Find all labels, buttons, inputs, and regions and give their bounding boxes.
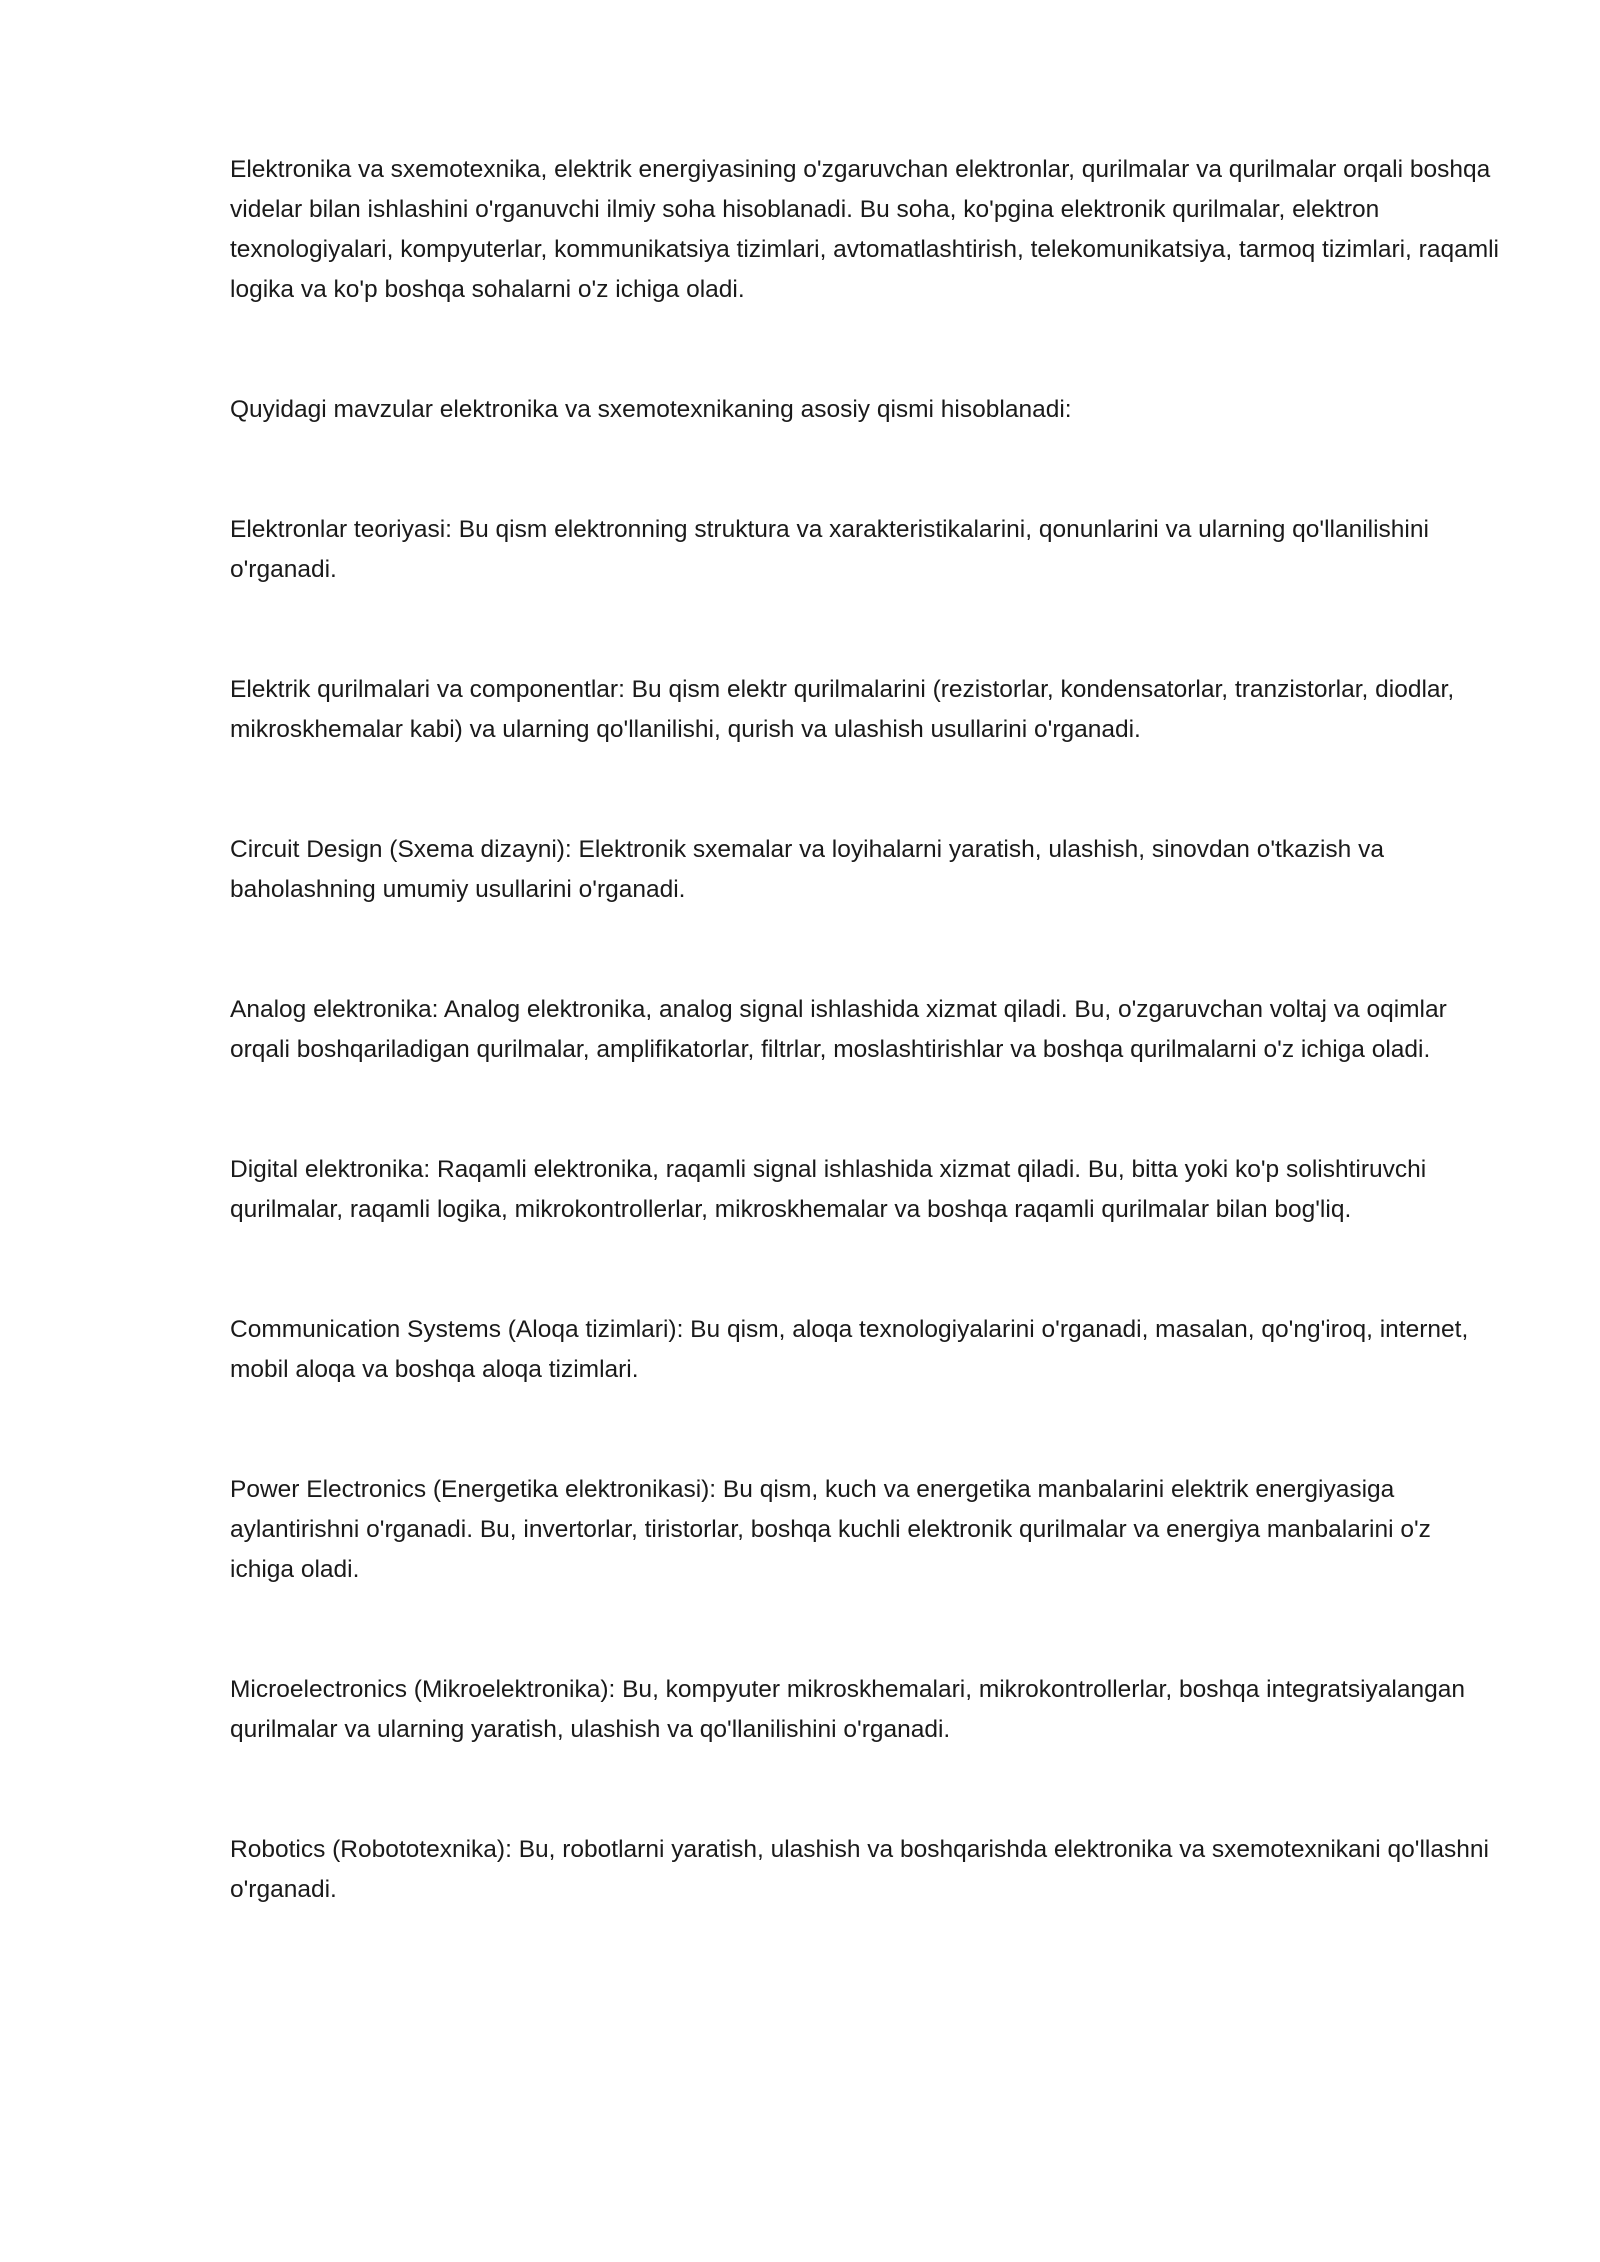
paragraph-digital-electronics: Digital elektronika: Raqamli elektronika, raqamli signal ishlashida xizmat qiladi. Bu, bitta yoki ko'p solishtiruvchi qurilmalar, raqamli logika, mikrokontrollerlar, mikroskhemalar va boshqa raqamli qurilmalar bilan bog'liq.	[230, 1156, 1427, 1223]
document-body	[230, 150, 1500, 1910]
paragraph-robotics: Robotics (Robototexnika): Bu, robotlarni yaratish, ulashish va boshqarishda elektronika va sxemotexnikani qo'llashni o'rganadi.	[230, 1836, 1489, 1903]
paragraph-electric-components: Elektrik qurilmalari va componentlar: Bu qism elektr qurilmalarini (rezistorlar, kondensatorlar, tranzistorlar, diodlar, mikroskhemalar kabi) va ularning qo'llanilishi, qurish va ulashish usullarini o'rganadi.	[230, 676, 1455, 743]
paragraph-electron-theory: Elektronlar teoriyasi: Bu qism elektronning struktura va xarakteristikalarini, qonunlarini va ularning qo'llanilishini o'rganadi.	[230, 516, 1429, 583]
paragraph-analog-electronics: Analog elektronika: Analog elektronika, analog signal ishlashida xizmat qiladi. Bu, o'zgaruvchan voltaj va oqimlar orqali boshqariladigan qurilmalar, amplifikatorlar, filtrlar, moslashtirishlar va boshqa qurilmalarni o'z ichiga oladi.	[230, 996, 1447, 1063]
paragraph-topics-lead: Quyidagi mavzular elektronika va sxemotexnikaning asosiy qismi hisoblanadi:	[230, 396, 1072, 423]
paragraph-communication-systems: Communication Systems (Aloqa tizimlari): Bu qism, aloqa texnologiyalarini o'rganadi, masalan, qo'ng'iroq, internet, mobil aloqa va boshqa aloqa tizimlari.	[230, 1316, 1469, 1383]
paragraph-circuit-design: Circuit Design (Sxema dizayni): Elektronik sxemalar va loyihalarni yaratish, ulashish, sinovdan o'tkazish va baholashning umumiy usullarini o'rganadi.	[230, 836, 1384, 903]
paragraph-microelectronics: Microelectronics (Mikroelektronika): Bu, kompyuter mikroskhemalari, mikrokontrollerlar, boshqa integratsiyalangan qurilmalar va ularning yaratish, ulashish va qo'llanilishini o'rganadi.	[230, 1676, 1466, 1743]
paragraph-intro: Elektronika va sxemotexnika, elektrik energiyasining o'zgaruvchan elektronlar, qurilmalar va qurilmalar orqali boshqa videlar bilan ishlashini o'rganuvchi ilmiy soha hisoblanadi. Bu soha, ko'pgina elektronik qurilmalar, elektron texnologiyalari, kompyuterlar, kommunikatsiya tizimlari, avtomatlashtirish, telekomunikatsiya, tarmoq tizimlari, raqamli logika va ko'p boshqa sohalarni o'z ichiga oladi.	[230, 156, 1499, 303]
paragraph-power-electronics: Power Electronics (Energetika elektronikasi): Bu qism, kuch va energetika manbalarini elektrik energiyasiga aylantirishni o'rganadi. Bu, invertorlar, tiristorlar, boshqa kuchli elektronik qurilmalar va energiya manbalarini o'z ichiga oladi.	[230, 1476, 1431, 1583]
